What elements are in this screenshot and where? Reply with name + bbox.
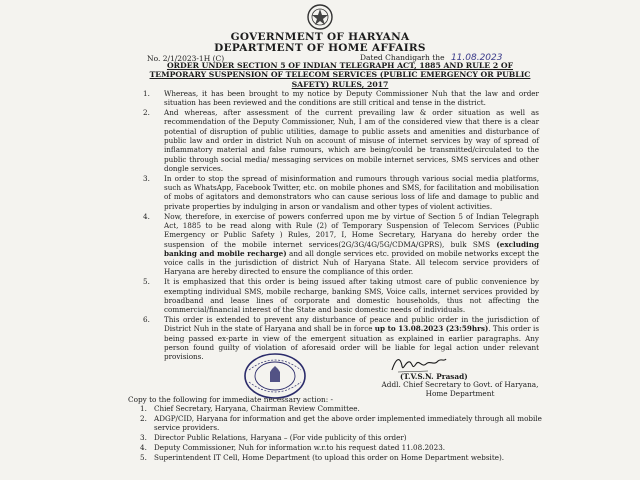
paragraph-text: and all dongle services etc. provided on mobile networks except the voice calls in the jurisdiction of district Nuh of Haryana State. All telecom service providers of Haryana are hereby directed to ensure the compliance of this order.	[164, 248, 539, 277]
paragraph-number: 4.	[143, 211, 150, 221]
designation-line: Home Department	[425, 389, 495, 398]
list-number: 1.	[140, 404, 147, 413]
list-item	[140, 414, 550, 432]
list-text: Superintendent IT Cell, Home Department (to upload this order on Home Department website).	[154, 453, 505, 462]
dated-label: Dated Chandigarh the	[360, 53, 445, 62]
paragraph	[139, 277, 539, 314]
paragraph	[139, 174, 539, 211]
list-number: 3.	[140, 433, 147, 442]
dated-value: 11.08.2023	[450, 53, 503, 63]
paragraph-number: 3.	[143, 173, 150, 183]
paragraph-text: Whereas, it has been brought to my notice by Deputy Commissioner Nuh that the law and order situation has been reviewed and the conditions are still critical and tense in the district.	[164, 89, 539, 108]
haryana-emblem-icon	[306, 3, 334, 31]
paragraph	[139, 108, 539, 173]
paragraph-number: 1.	[143, 89, 150, 98]
paragraph	[139, 89, 539, 108]
order-paragraphs	[139, 89, 539, 362]
list-text: Director Public Relations, Haryana – (For vide publicity of this order)	[154, 433, 407, 442]
paragraph-text: This order is extended to prevent any disturbance of peace and public order in the jurisdiction of District Nuh in the state of Haryana and shall be in force	[164, 315, 539, 334]
signatory-designation	[365, 380, 555, 398]
paragraph-text: It is emphasized that this order is being issued after taking utmost care of public convenience by exempting individual SMS, mobile recharge, banking SMS, Voice calls, internet services provided by broadband and lease lines of corporate and domestic households, thus not affecting the commercial/financial interest of the State and basic domestic needs of individuals.	[164, 277, 539, 315]
copy-recipients	[140, 404, 550, 463]
department-title: DEPARTMENT OF HOME AFFAIRS	[214, 42, 426, 54]
copy-heading: Copy to the following for immediate necessary action: -	[128, 395, 333, 404]
paragraph-text: Now, therefore, in exercise of powers conferred upon me by virtue of Section 5 of Indian Telegraph Act, 1885 to be read along with Rule (2) of Temporary Suspension of Telecom Services (Public Emergency or Public Safety ) Rules, 2017, I, Home Secretary, Haryana do hereby order the suspension of the mobile internet services(2G/3G/4G/5G/CDMA/GPRS), bulk SMS	[164, 211, 539, 249]
paragraph-text: . This order is being passed ex-parte in view of the emergent situation as explained in earlier paragraphs. Any person found guilty of violation of aforesaid order will be liable for legal action under relevant provisions.	[164, 324, 540, 362]
list-number: 5.	[140, 453, 147, 462]
department-seal-icon	[243, 352, 307, 400]
list-item	[140, 404, 550, 413]
list-text: Chief Secretary, Haryana, Chairman Review Committee.	[154, 404, 360, 413]
reference-number: No. 2/1/2023-1H (C)	[147, 54, 225, 63]
paragraph	[139, 315, 539, 361]
designation-line: Addl. Chief Secretary to Govt. of Haryana,	[381, 380, 539, 389]
list-text: ADGP/CID, Haryana for information and get the above order implemented immediately through all mobile service providers.	[154, 414, 542, 432]
list-item	[140, 453, 550, 462]
list-number: 2.	[140, 414, 147, 423]
list-number: 4.	[140, 443, 147, 452]
paragraph-number: 6.	[143, 315, 150, 325]
paragraph-bold-text: (excluding banking and mobile recharge)	[164, 239, 539, 258]
paragraph-text: And whereas, after assessment of the current prevailing law & order situation as well as recommendation of the Deputy Commissioner, Nuh, I am of the considered view that there is a clear potential of disruption of public utilities, damage to public assets and amenities and disturbance of public law and order in district Nuh on account of misuse of internet services by way of spread of inflammatory material and false rumours, which are being/could be transmitted/circulated to the public through social media/ messaging services on mobile internet services, SMS services and other dongle services.	[164, 108, 539, 173]
list-item	[140, 433, 550, 442]
signatory-name: (T.V.S.N. Prasad)	[400, 372, 468, 381]
list-item	[140, 443, 550, 452]
list-text: Deputy Commissioner, Nuh for information w.r.to his request dated 11.08.2023.	[154, 443, 446, 452]
paragraph-number: 5.	[143, 277, 150, 287]
order-subject: ORDER UNDER SECTION 5 OF INDIAN TELEGRAPH ACT, 1885 AND RULE 2 OF TEMPORARY SUSPENSION OF TELECOM SERVICES (PUBLIC EMERGENCY OR PUBLIC SAFETY) RULES, 2017	[149, 61, 531, 89]
government-title: GOVERNMENT OF HARYANA	[230, 31, 410, 43]
paragraph	[139, 212, 539, 277]
paragraph-number: 2.	[143, 108, 150, 118]
paragraph-text: In order to stop the spread of misinformation and rumours through various social media platforms, such as WhatsApp, Facebook Twitter, etc. on mobile phones and SMS, for facilitation and mobilisation of mobs of agitators and demonstrators who can cause serious loss of life and damage to public and private properties by indulging in arson or vandalism and other types of violent activities.	[164, 173, 539, 211]
paragraph-bold-text: up to 13.08.2023 (23:59hrs)	[374, 324, 489, 334]
